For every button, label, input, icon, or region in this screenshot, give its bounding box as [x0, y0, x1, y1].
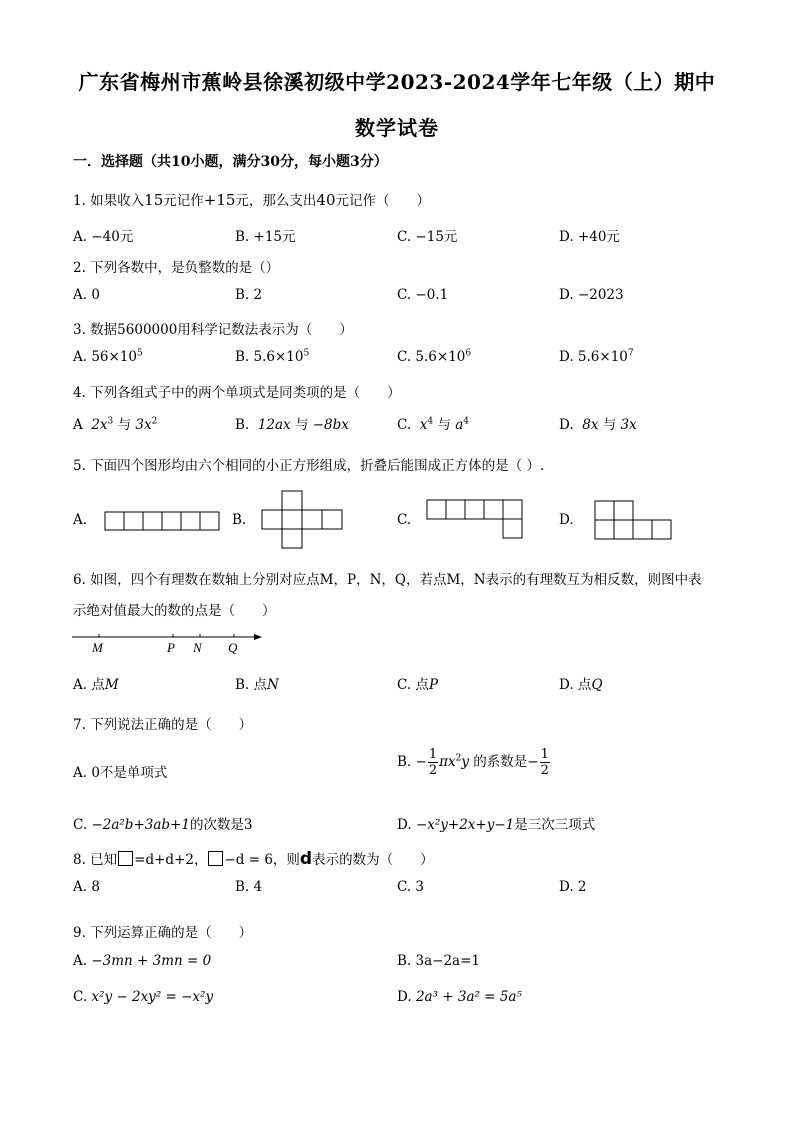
- question-1-stem: 1. 如果收入15元记作+15元，那么支出40元记作（ ）: [73, 191, 431, 209]
- q1-option-c: C. −15元: [397, 229, 458, 245]
- q8-option-c: C. 3: [397, 879, 425, 895]
- net-figure-b: [261, 490, 343, 550]
- q2-option-c: C. −0.1: [397, 287, 449, 303]
- square-placeholder-icon: [118, 851, 133, 866]
- question-8-stem: 8. 已知 =d+d+2， −d = 6，则d表示的数为（ ）: [73, 849, 434, 869]
- point-label-n: N: [193, 640, 202, 655]
- section-heading: 一．选择题（共10小题，满分30分，每小题3分）: [73, 154, 388, 170]
- question-9-stem: 9. 下列运算正确的是（ ）: [73, 925, 253, 941]
- q4-option-c: C. $x^4$ 与 $a^4$: [397, 416, 469, 433]
- q3-option-a: A. $56\times 10^5$: [73, 348, 143, 365]
- q2-option-d: D. −2023: [559, 287, 624, 303]
- point-label-p: P: [167, 640, 175, 655]
- q8-option-d: D. 2: [559, 879, 587, 895]
- q6-option-a: A. 点M: [73, 677, 119, 693]
- point-label-m: M: [92, 640, 103, 655]
- question-6-stem-line2: 示绝对值最大的数的点是（ ）: [73, 603, 276, 619]
- exam-title-line2: 数学试卷: [355, 116, 439, 140]
- q1-option-b: B. +15元: [235, 229, 296, 245]
- exam-title-line1: 广东省梅州市蕉岭县徐溪初级中学2023-2024学年七年级（上）期中: [78, 70, 716, 94]
- q1-option-d: D. +40元: [559, 229, 620, 245]
- square-placeholder-icon: [208, 851, 223, 866]
- q6-option-b: B. 点N: [235, 677, 279, 693]
- q7-option-c: C. −2a²b+3ab+1的次数是3: [73, 817, 253, 833]
- question-5-stem: 5. 下面四个图形均由六个相同的小正方形组成，折叠后能围成正方体的是（ ）.: [73, 458, 545, 474]
- question-2-stem: 2. 下列各数中，是负整数的是（）: [73, 260, 280, 276]
- q7-option-a: A. 0不是单项式: [73, 765, 168, 781]
- q3-option-b: B. $5.6\times 10^5$: [235, 348, 310, 365]
- q8-option-a: A. 8: [73, 879, 100, 895]
- net-figure-a: [104, 510, 224, 532]
- net-figure-d: [594, 500, 674, 542]
- q3-option-c: C. $5.6\times 10^6$: [397, 348, 472, 365]
- q9-option-a: A. −3mn + 3mn = 0: [73, 953, 212, 969]
- question-6-stem-line1: 6. 如图，四个有理数在数轴上分别对应点M，P，N，Q，若点M，N表示的有理数互为相反数，则图中表: [73, 572, 702, 588]
- q4-option-b: B. 12ax 与 −8bx: [235, 417, 349, 433]
- q9-option-b: B. 3a−2a=1: [397, 953, 480, 969]
- question-3-stem: 3. 数据5600000用科学记数法表示为（ ）: [73, 322, 353, 338]
- number-line-figure: [72, 628, 267, 658]
- q9-option-c: C. x²y − 2xy² = −x²y: [73, 989, 214, 1005]
- q1-option-a: A. −40元: [73, 229, 134, 245]
- q4-option-d: D. 8x 与 3x: [559, 417, 637, 433]
- q7-option-b: B. − $\frac{1}{2}$ $\pi x^2y$ 的系数是− $\frac{1}{2}$: [397, 747, 549, 778]
- q6-option-c: C. 点P: [397, 677, 439, 693]
- question-4-stem: 4. 下列各组式子中的两个单项式是同类项的是（ ）: [73, 385, 401, 401]
- q5-option-d: D.: [559, 512, 574, 528]
- q4-option-a: A $2x^3$ 与 $3x^2$: [73, 416, 158, 433]
- q5-option-c: C.: [397, 512, 412, 528]
- q3-option-d: D. $5.6\times 10^7$: [559, 348, 634, 365]
- point-label-q: Q: [228, 640, 238, 655]
- q5-option-a: A.: [73, 512, 88, 528]
- q2-option-b: B. 2: [235, 287, 263, 303]
- q2-option-a: A. 0: [73, 287, 100, 303]
- q8-option-b: B. 4: [235, 879, 263, 895]
- q7-option-d: D. −x²y+2x+y−1是三次三项式: [397, 817, 596, 833]
- q5-option-b: B.: [232, 512, 247, 528]
- q9-option-d: D. 2a³ + 3a² = 5a⁵: [397, 989, 522, 1005]
- question-7-stem: 7. 下列说法正确的是（ ）: [73, 717, 253, 733]
- q6-option-d: D. 点Q: [559, 677, 603, 693]
- net-figure-c: [426, 499, 526, 541]
